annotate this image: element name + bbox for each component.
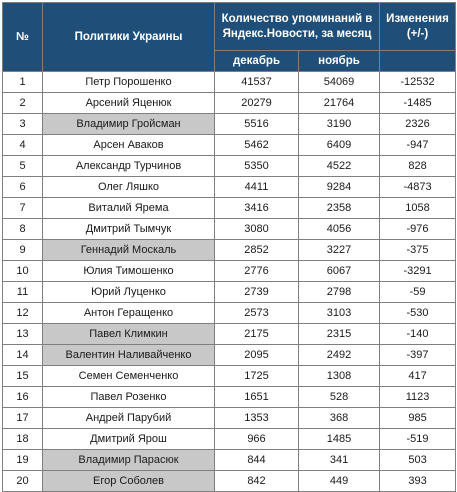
november-mentions: 368 xyxy=(299,408,380,429)
header-november: ноябрь xyxy=(299,51,380,72)
november-mentions: 3103 xyxy=(299,303,380,324)
politician-name: Александр Турчинов xyxy=(43,156,215,177)
december-mentions: 4411 xyxy=(215,177,299,198)
mentions-change: 2326 xyxy=(380,114,456,135)
table-row xyxy=(3,324,456,345)
table-body xyxy=(3,72,456,492)
table-row xyxy=(3,177,456,198)
december-mentions: 3080 xyxy=(215,219,299,240)
table-row xyxy=(3,471,456,492)
table-row xyxy=(3,240,456,261)
december-mentions: 5516 xyxy=(215,114,299,135)
december-mentions: 20279 xyxy=(215,93,299,114)
december-mentions: 2095 xyxy=(215,345,299,366)
table-row xyxy=(3,219,456,240)
mentions-change: -375 xyxy=(380,240,456,261)
row-number: 15 xyxy=(3,366,43,387)
politician-name: Виталий Ярема xyxy=(43,198,215,219)
ranking-table-container xyxy=(2,2,455,489)
table-row xyxy=(3,429,456,450)
row-number: 19 xyxy=(3,450,43,471)
table-row xyxy=(3,408,456,429)
table-header xyxy=(3,3,456,72)
row-number: 7 xyxy=(3,198,43,219)
row-number: 12 xyxy=(3,303,43,324)
politician-name: Павел Розенко xyxy=(43,387,215,408)
november-mentions: 2798 xyxy=(299,282,380,303)
november-mentions: 9284 xyxy=(299,177,380,198)
politician-name: Павел Климкин xyxy=(43,324,215,345)
table-row xyxy=(3,345,456,366)
politician-name: Арсений Яценюк xyxy=(43,93,215,114)
politician-name: Юрий Луценко xyxy=(43,282,215,303)
header-number: № xyxy=(3,3,43,72)
politician-name: Юлия Тимошенко xyxy=(43,261,215,282)
mentions-change: -519 xyxy=(380,429,456,450)
table-row xyxy=(3,156,456,177)
mentions-change: -3291 xyxy=(380,261,456,282)
politician-name: Петр Порошенко xyxy=(43,72,215,93)
mentions-change: -976 xyxy=(380,219,456,240)
mentions-change: 985 xyxy=(380,408,456,429)
row-number: 1 xyxy=(3,72,43,93)
december-mentions: 3416 xyxy=(215,198,299,219)
december-mentions: 2573 xyxy=(215,303,299,324)
november-mentions: 528 xyxy=(299,387,380,408)
table-row xyxy=(3,135,456,156)
november-mentions: 21764 xyxy=(299,93,380,114)
header-change-empty xyxy=(380,51,456,72)
politician-name: Владимир Парасюк xyxy=(43,450,215,471)
december-mentions: 2739 xyxy=(215,282,299,303)
mentions-change: 1123 xyxy=(380,387,456,408)
politicians-mentions-table xyxy=(2,2,456,492)
row-number: 14 xyxy=(3,345,43,366)
row-number: 10 xyxy=(3,261,43,282)
november-mentions: 54069 xyxy=(299,72,380,93)
november-mentions: 6409 xyxy=(299,135,380,156)
table-row xyxy=(3,114,456,135)
politician-name: Геннадий Москаль xyxy=(43,240,215,261)
politician-name: Андрей Парубий xyxy=(43,408,215,429)
november-mentions: 6067 xyxy=(299,261,380,282)
row-number: 11 xyxy=(3,282,43,303)
november-mentions: 2358 xyxy=(299,198,380,219)
mentions-change: -530 xyxy=(380,303,456,324)
row-number: 4 xyxy=(3,135,43,156)
row-number: 13 xyxy=(3,324,43,345)
november-mentions: 341 xyxy=(299,450,380,471)
december-mentions: 2776 xyxy=(215,261,299,282)
december-mentions: 5462 xyxy=(215,135,299,156)
november-mentions: 1308 xyxy=(299,366,380,387)
table-row xyxy=(3,261,456,282)
mentions-change: 1058 xyxy=(380,198,456,219)
december-mentions: 41537 xyxy=(215,72,299,93)
row-number: 17 xyxy=(3,408,43,429)
december-mentions: 1725 xyxy=(215,366,299,387)
december-mentions: 5350 xyxy=(215,156,299,177)
table-row xyxy=(3,387,456,408)
table-row xyxy=(3,198,456,219)
table-row xyxy=(3,450,456,471)
november-mentions: 2492 xyxy=(299,345,380,366)
mentions-change: -12532 xyxy=(380,72,456,93)
mentions-change: -140 xyxy=(380,324,456,345)
row-number: 16 xyxy=(3,387,43,408)
november-mentions: 4522 xyxy=(299,156,380,177)
politician-name: Егор Соболев xyxy=(43,471,215,492)
mentions-change: -397 xyxy=(380,345,456,366)
december-mentions: 1651 xyxy=(215,387,299,408)
header-december: декабрь xyxy=(215,51,299,72)
politician-name: Олег Ляшко xyxy=(43,177,215,198)
mentions-change: 503 xyxy=(380,450,456,471)
politician-name: Владимир Гройсман xyxy=(43,114,215,135)
table-row xyxy=(3,93,456,114)
politician-name: Семен Семенченко xyxy=(43,366,215,387)
november-mentions: 4056 xyxy=(299,219,380,240)
november-mentions: 2315 xyxy=(299,324,380,345)
row-number: 9 xyxy=(3,240,43,261)
december-mentions: 1353 xyxy=(215,408,299,429)
mentions-change: 417 xyxy=(380,366,456,387)
mentions-change: 828 xyxy=(380,156,456,177)
december-mentions: 2175 xyxy=(215,324,299,345)
politician-name: Валентин Наливайченко xyxy=(43,345,215,366)
row-number: 3 xyxy=(3,114,43,135)
row-number: 18 xyxy=(3,429,43,450)
politician-name: Арсен Аваков xyxy=(43,135,215,156)
table-row xyxy=(3,72,456,93)
table-row xyxy=(3,303,456,324)
table-row xyxy=(3,366,456,387)
mentions-change: -1485 xyxy=(380,93,456,114)
november-mentions: 3190 xyxy=(299,114,380,135)
mentions-change: -947 xyxy=(380,135,456,156)
row-number: 6 xyxy=(3,177,43,198)
politician-name: Дмитрий Тымчук xyxy=(43,219,215,240)
row-number: 20 xyxy=(3,471,43,492)
mentions-change: -4873 xyxy=(380,177,456,198)
table-row xyxy=(3,282,456,303)
november-mentions: 1485 xyxy=(299,429,380,450)
december-mentions: 966 xyxy=(215,429,299,450)
row-number: 2 xyxy=(3,93,43,114)
politician-name: Дмитрий Ярош xyxy=(43,429,215,450)
header-change: Изменения (+/-) xyxy=(380,3,456,51)
november-mentions: 449 xyxy=(299,471,380,492)
december-mentions: 844 xyxy=(215,450,299,471)
header-politician: Политики Украины xyxy=(43,3,215,72)
november-mentions: 3227 xyxy=(299,240,380,261)
row-number: 8 xyxy=(3,219,43,240)
december-mentions: 2852 xyxy=(215,240,299,261)
row-number: 5 xyxy=(3,156,43,177)
politician-name: Антон Геращенко xyxy=(43,303,215,324)
mentions-change: 393 xyxy=(380,471,456,492)
mentions-change: -59 xyxy=(380,282,456,303)
header-mentions: Количество упоминаний в Яндекс.Новости, за месяц xyxy=(215,3,380,51)
december-mentions: 842 xyxy=(215,471,299,492)
